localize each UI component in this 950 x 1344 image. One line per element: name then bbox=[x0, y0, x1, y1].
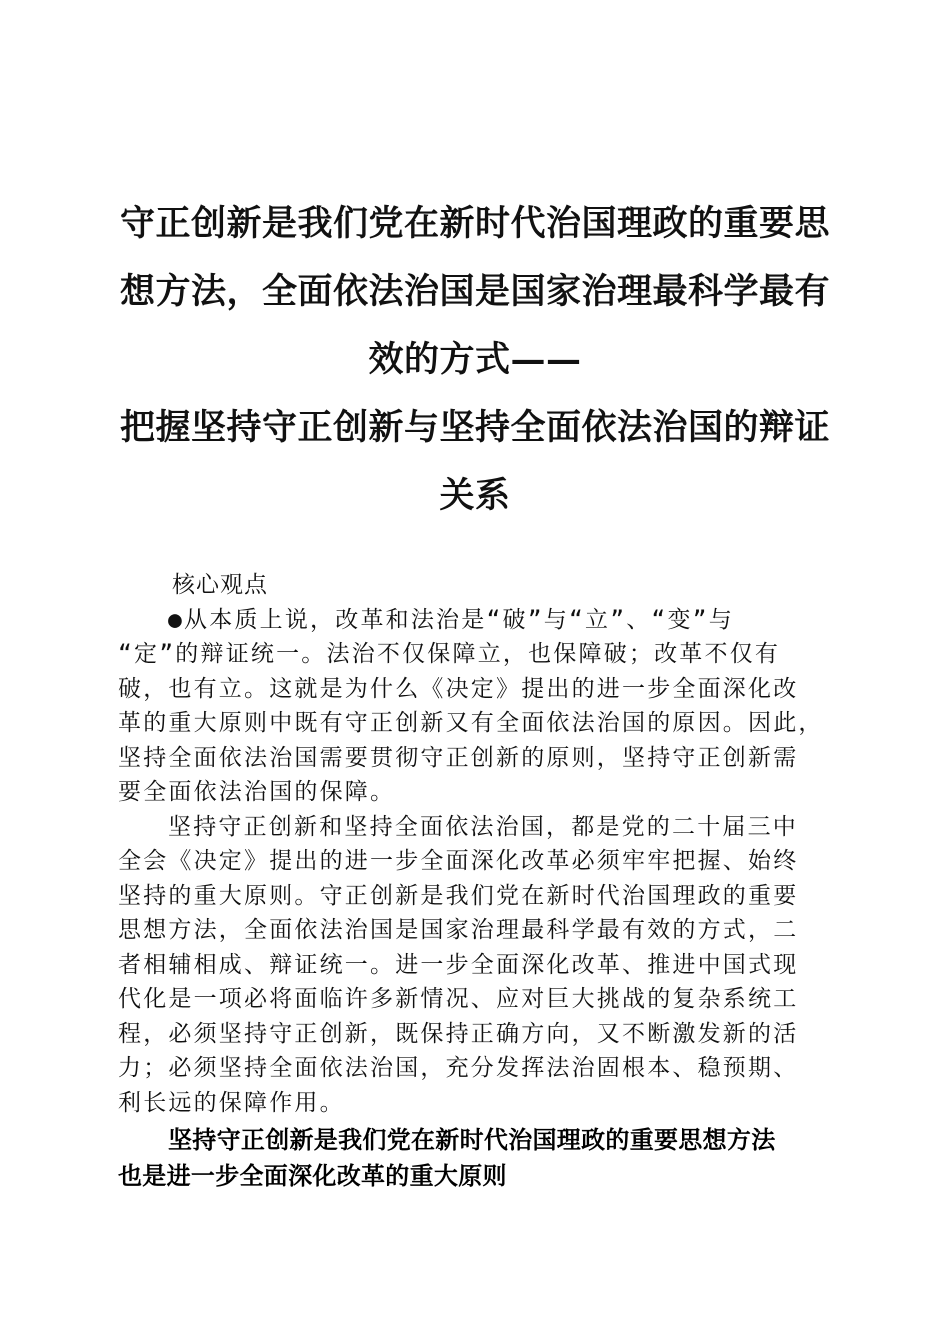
paragraph-line: “定”的辩证统一。法治不仅保障立，也保障破；改革不仅有 bbox=[118, 641, 781, 667]
core-viewpoint-heading: 核心观点 bbox=[172, 572, 268, 598]
title-line: 想方法，全面依法治国是国家治理最科学最有 bbox=[119, 271, 830, 312]
paragraph-line: 程，必须坚持守正创新，既保持正确方向，又不断激发新的活 bbox=[118, 1020, 799, 1047]
title-line: 把握坚持守正创新与坚持全面依法治国的辩证 bbox=[119, 407, 830, 448]
paragraph-line: 要全面依法治国的保障。 bbox=[118, 779, 396, 805]
paragraph-line: 坚持守正创新和坚持全面依法治国，都是党的二十届三中 bbox=[168, 813, 798, 840]
paragraph-line: 利长远的保障作用。 bbox=[118, 1089, 345, 1116]
section-heading-line: 也是进一步全面深化改革的重大原则 bbox=[118, 1162, 507, 1190]
paragraph-line: 破，也有立。这就是为什么《决定》提出的进一步全面深化改 bbox=[118, 675, 799, 702]
title-line: 效的方式—— bbox=[368, 339, 582, 380]
title-line: 关系 bbox=[439, 475, 511, 516]
title-line: 守正创新是我们党在新时代治国理政的重要思 bbox=[119, 203, 830, 244]
section-heading bbox=[118, 1122, 832, 1194]
paragraph-line: 代化是一项必将面临许多新情况、应对巨大挑战的复杂系统工 bbox=[118, 986, 799, 1012]
paragraph-line: 力；必须坚持全面依法治国，充分发挥法治固根本、稳预期、 bbox=[118, 1055, 799, 1081]
paragraph-line: 坚持的重大原则。守正创新是我们党在新时代治国理政的重要 bbox=[118, 882, 799, 909]
paragraph-line: 坚持全面依法治国需要贯彻守正创新的原则，坚持守正创新需 bbox=[118, 744, 799, 771]
paragraph-line: 者相辅相成、辩证统一。进一步全面深化改革、推进中国式现 bbox=[118, 951, 799, 978]
paragraph-line: 全会《决定》提出的进一步全面深化改革必须牢牢把握、始终 bbox=[118, 848, 799, 874]
core-viewpoint-paragraph bbox=[118, 603, 832, 810]
document-title bbox=[118, 190, 832, 530]
paragraph-line: 革的重大原则中既有守正创新又有全面依法治国的原因。因此， bbox=[118, 710, 824, 736]
paragraph-line: ●从本质上说，改革和法治是“破”与“立”、“变”与 bbox=[168, 606, 734, 633]
body-paragraph bbox=[118, 810, 832, 1121]
paragraph-line: 思想方法，全面依法治国是国家治理最科学最有效的方式，二 bbox=[118, 917, 799, 943]
document-body bbox=[118, 568, 832, 1194]
section-heading-line: 坚持守正创新是我们党在新时代治国理政的重要思想方法 bbox=[168, 1126, 776, 1154]
